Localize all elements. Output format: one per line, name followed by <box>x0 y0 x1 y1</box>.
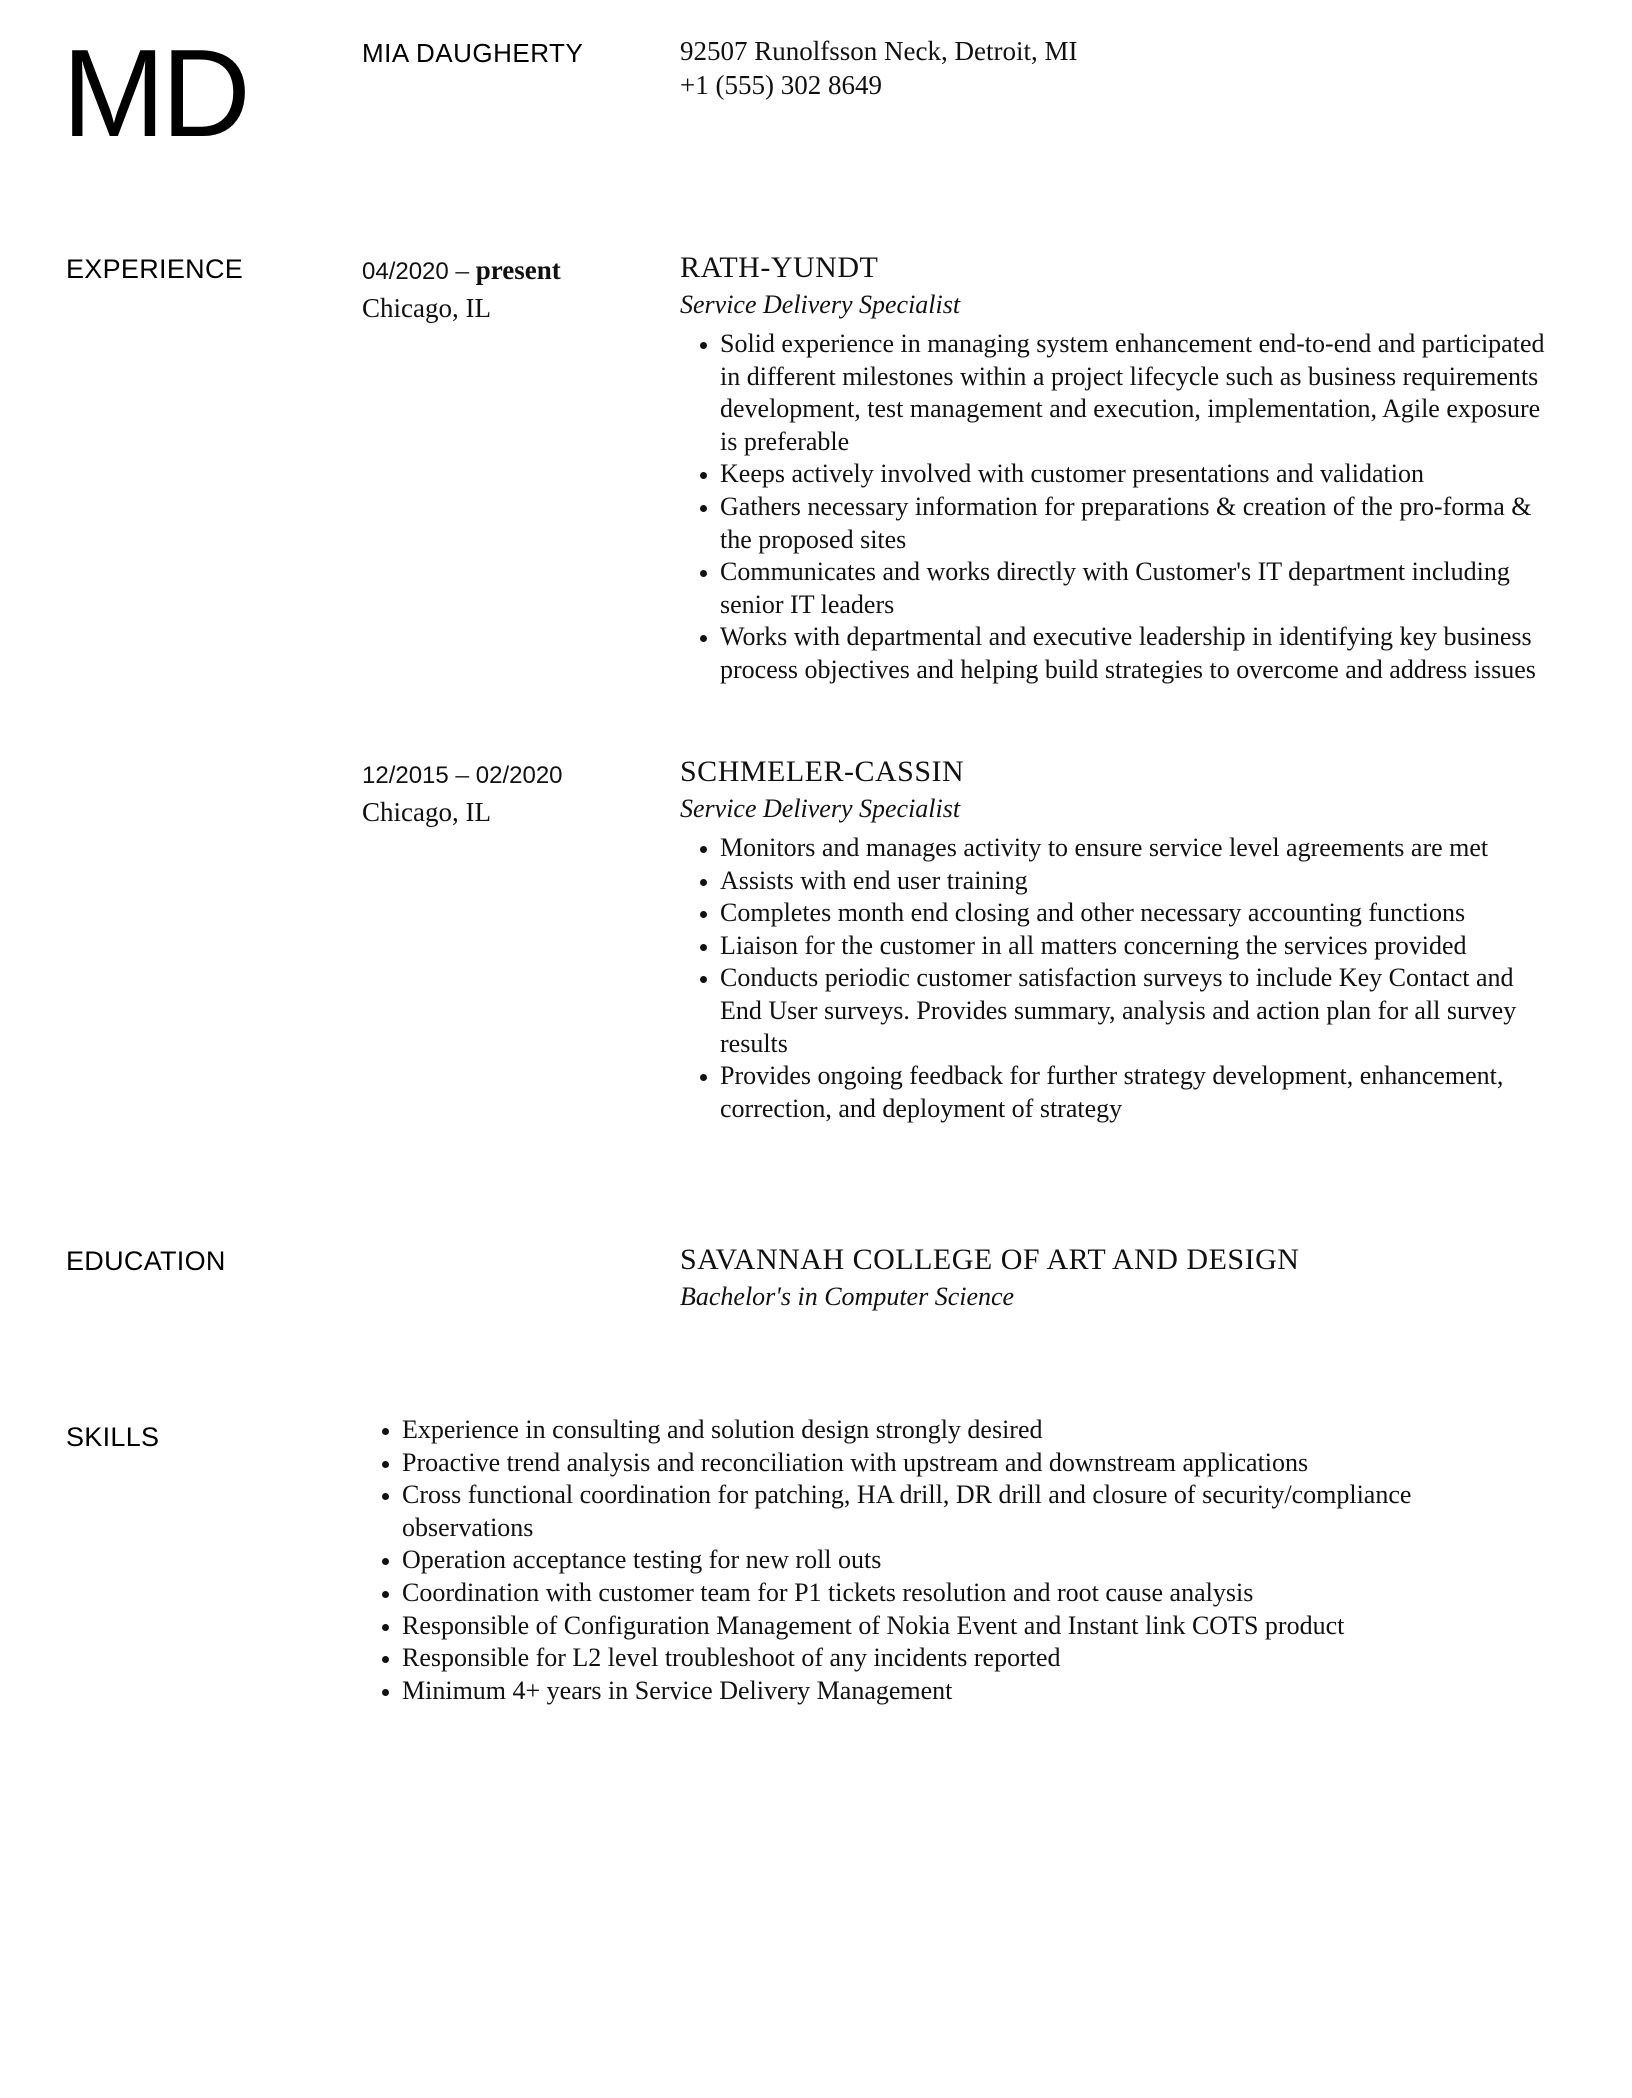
list-item: • Assists with end user training <box>720 865 1560 898</box>
list-item: • Responsible for L2 level troubleshoot of any incidents reported <box>402 1642 1462 1675</box>
address: 92507 Runolfsson Neck, Detroit, MI <box>680 36 1078 66</box>
section-title-experience: EXPERIENCE <box>66 254 244 284</box>
education-school: SAVANNAH COLLEGE OF ART AND DESIGN <box>680 1243 1300 1276</box>
list-item: • Provides ongoing feedback for further strategy development, enhancement, correction, and deployment of strategy <box>720 1060 1560 1125</box>
candidate-name: MIA DAUGHERTY <box>362 38 584 68</box>
list-item: • Minimum 4+ years in Service Delivery Management <box>402 1675 1462 1708</box>
list-item: • Works with departmental and executive leadership in identifying key business process objectives and helping build strategies to overcome and address issues <box>720 621 1560 686</box>
job-1-dates <box>362 252 561 290</box>
list-item: • Experience in consulting and solution design strongly desired <box>402 1414 1462 1447</box>
list-item: • Coordination with customer team for P1 tickets resolution and root cause analysis <box>402 1577 1462 1610</box>
job-1-meta <box>362 252 561 326</box>
skills-list <box>362 1414 1462 1707</box>
job-1-location: Chicago, IL <box>362 293 491 323</box>
list-item: • Proactive trend analysis and reconciliation with upstream and downstream applications <box>402 1447 1462 1480</box>
monogram: MD <box>62 25 247 163</box>
list-item: • Monitors and manages activity to ensure service level agreements are met <box>720 832 1560 865</box>
job-1-bullets <box>680 328 1560 687</box>
list-item: • Operation acceptance testing for new roll outs <box>402 1544 1462 1577</box>
list-item: • Responsible of Configuration Management of Nokia Event and Instant link COTS product <box>402 1610 1462 1643</box>
contact-info <box>680 34 1077 102</box>
job-1 <box>680 250 1560 687</box>
job-2-date-sep: – <box>448 759 476 789</box>
job-2-location: Chicago, IL <box>362 797 491 827</box>
education-degree: Bachelor's in Computer Science <box>680 1282 1015 1311</box>
job-2-role: Service Delivery Specialist <box>680 794 961 823</box>
list-item: • Cross functional coordination for patching, HA drill, DR drill and closure of security/compliance observations <box>402 1479 1462 1544</box>
job-1-date-start: 04/2020 <box>362 258 449 285</box>
list-item: • Liaison for the customer in all matters concerning the services provided <box>720 930 1560 963</box>
list-item: • Gathers necessary information for preparations & creation of the pro-forma & the proposed sites <box>720 491 1560 556</box>
job-2-date-start: 12/2015 <box>362 762 449 789</box>
section-title-education: EDUCATION <box>66 1246 226 1276</box>
education-entry <box>680 1242 1299 1314</box>
job-2 <box>680 754 1560 1125</box>
job-1-date-end: present <box>475 255 561 285</box>
job-2-meta <box>362 756 563 830</box>
skills-bullets <box>362 1414 1462 1707</box>
job-2-bullets <box>680 832 1560 1125</box>
list-item: • Conducts periodic customer satisfaction surveys to include Key Contact and End User surveys. Provides summary, analysis and action plan for all survey results <box>720 962 1560 1060</box>
list-item: • Solid experience in managing system enhancement end-to-end and participated in different milestones within a project lifecycle such as business requirements development, test management and execution, implementation, Agile exposure is preferable <box>720 328 1560 458</box>
job-2-company: SCHMELER-CASSIN <box>680 755 965 788</box>
job-1-company: RATH-YUNDT <box>680 251 879 284</box>
job-2-date-end: 02/2020 <box>475 762 563 789</box>
job-2-dates <box>362 756 563 794</box>
list-item: • Communicates and works directly with Customer's IT department including senior IT leaders <box>720 556 1560 621</box>
job-1-role: Service Delivery Specialist <box>680 290 961 319</box>
list-item: • Completes month end closing and other necessary accounting functions <box>720 897 1560 930</box>
job-1-date-sep: – <box>448 255 476 285</box>
list-item: • Keeps actively involved with customer presentations and validation <box>720 458 1560 491</box>
phone: +1 (555) 302 8649 <box>680 70 882 100</box>
section-title-skills: SKILLS <box>66 1422 160 1452</box>
